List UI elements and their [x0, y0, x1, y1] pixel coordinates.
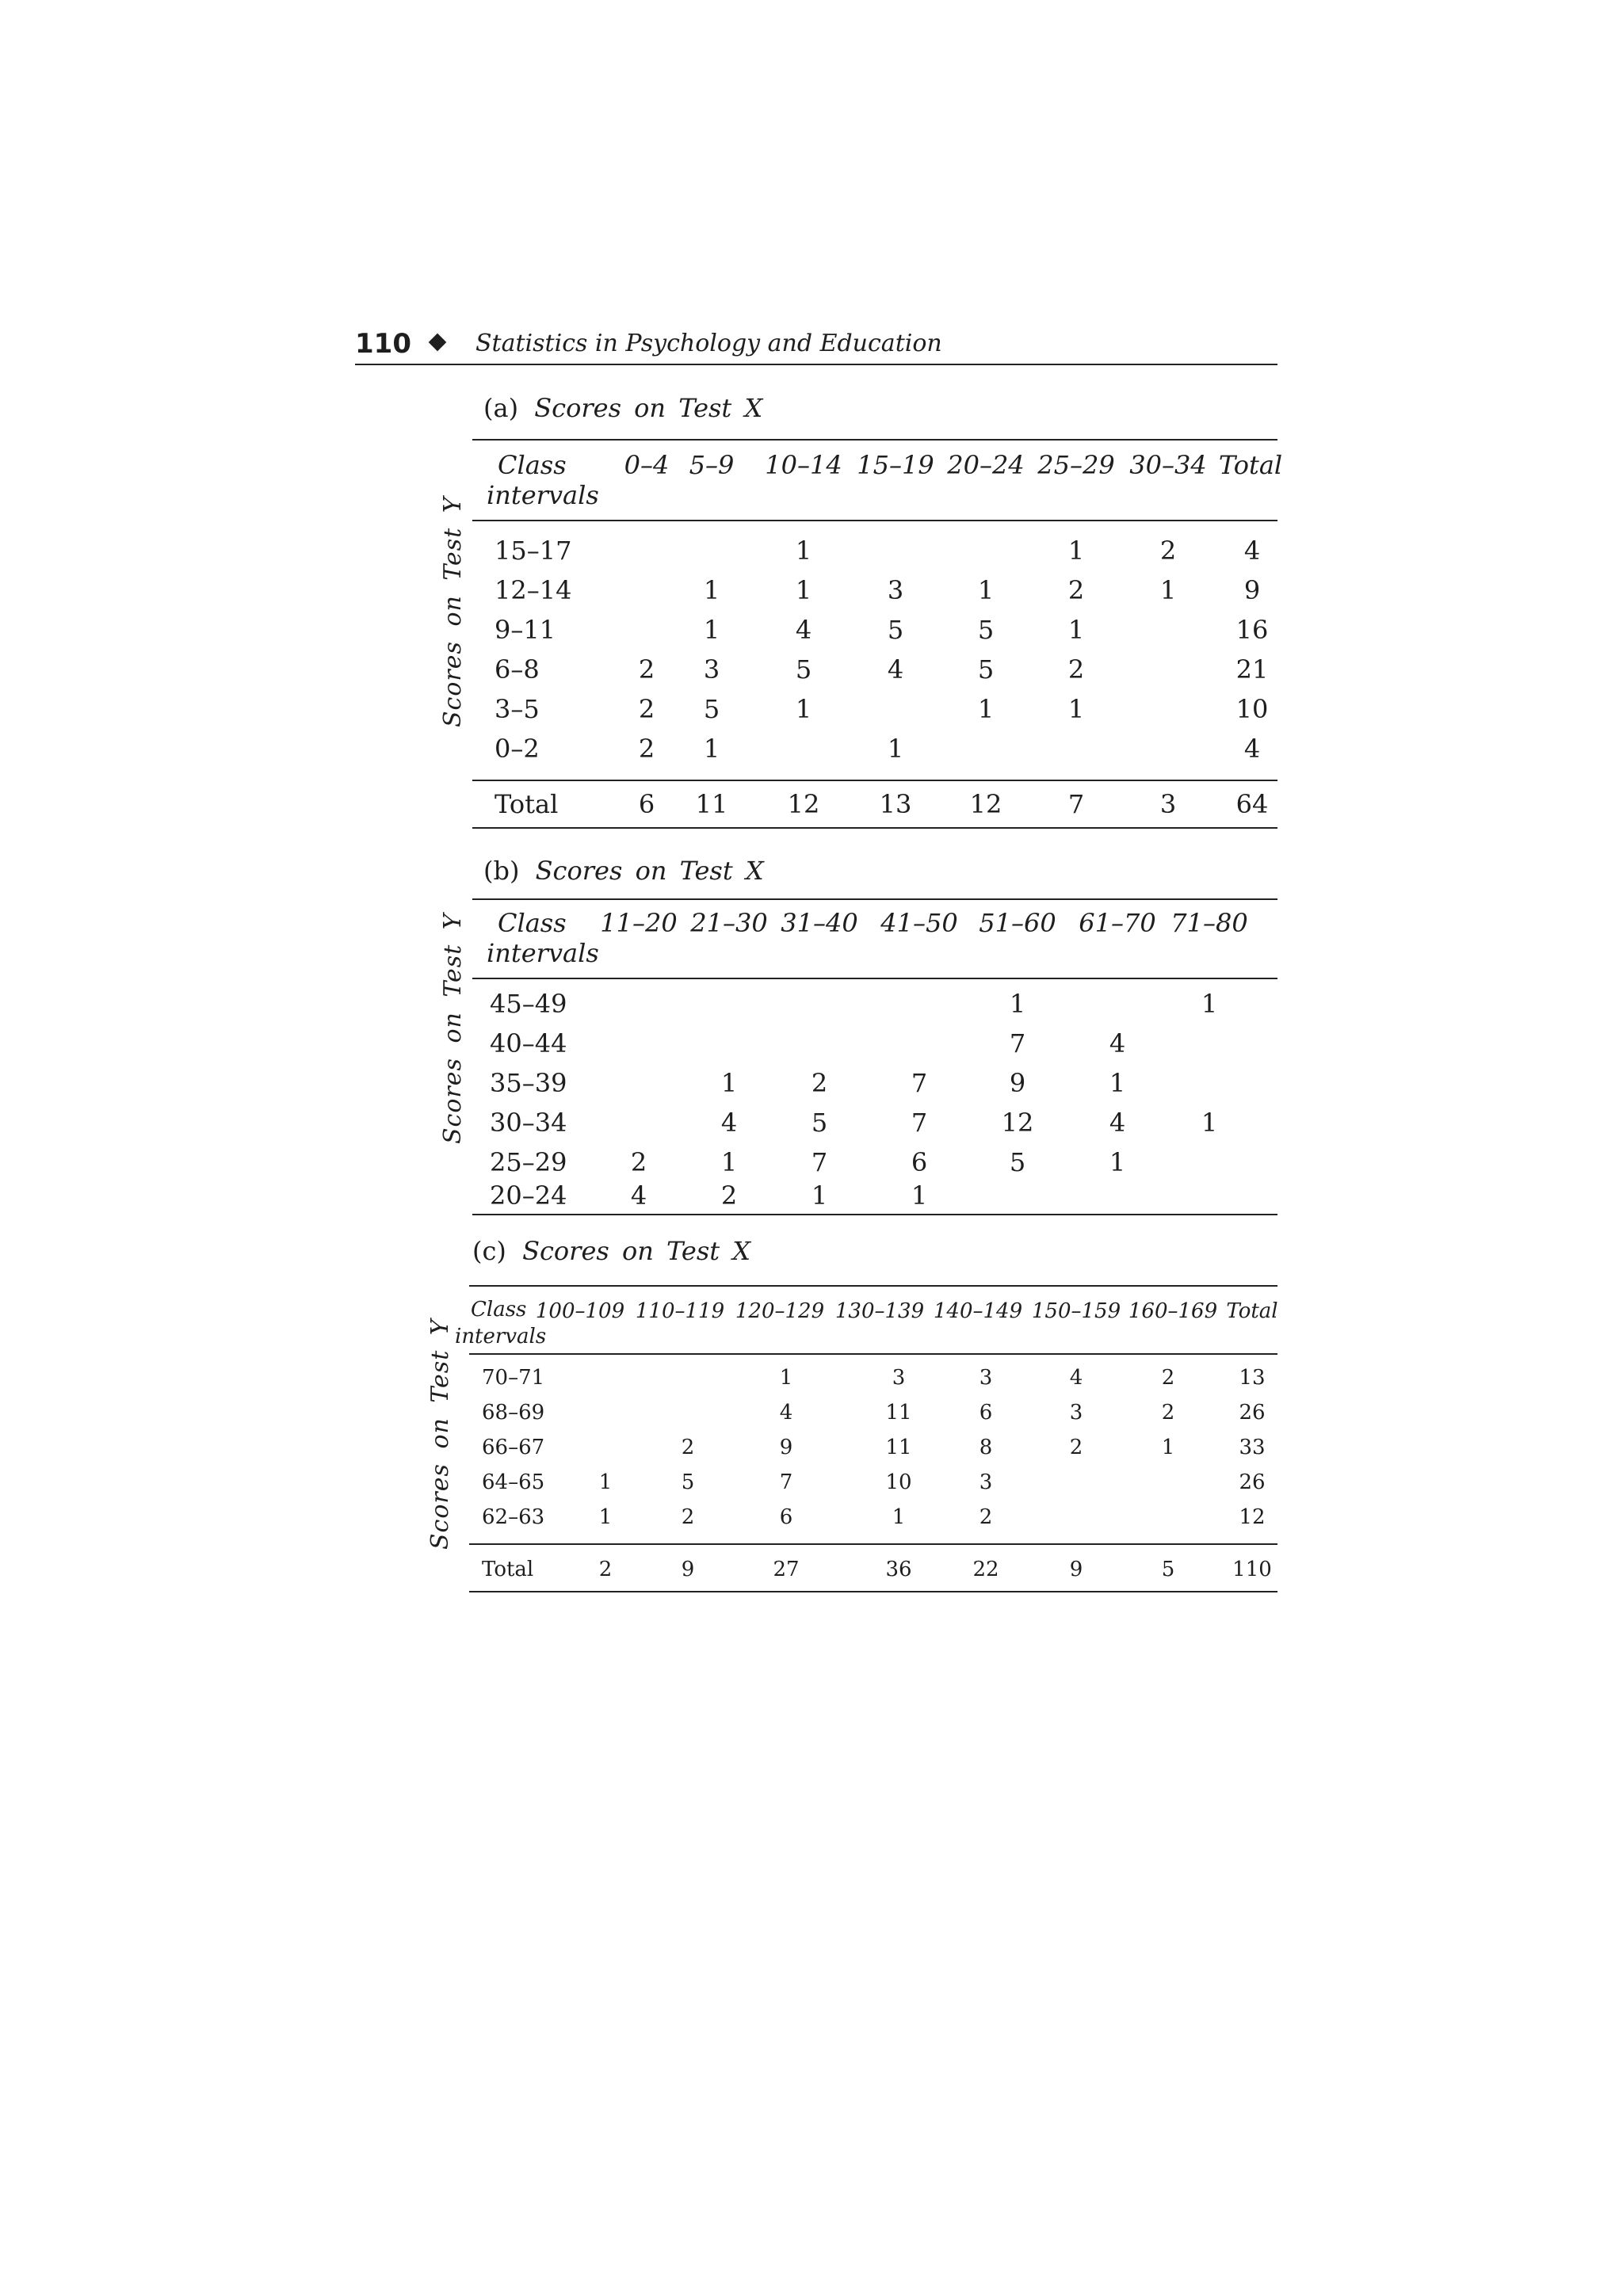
- table-b-column-header: 71–80: [1170, 908, 1248, 938]
- table-a-cell: 5: [977, 654, 995, 685]
- table-b-cell: 1: [1201, 989, 1218, 1019]
- table-a-row-total: 9: [1243, 575, 1261, 605]
- table-a-cell: 1: [795, 536, 812, 566]
- table-b-cell: 1: [720, 1068, 738, 1098]
- table-c-class-header-line2: intervals: [455, 1325, 547, 1348]
- table-b-row-label: 20–24: [490, 1180, 567, 1211]
- table-a-cell: 1: [703, 615, 720, 645]
- table-b-cell: 2: [720, 1180, 738, 1211]
- table-c-cell: 3: [892, 1366, 906, 1390]
- table-c-grand-total: 110: [1232, 1558, 1272, 1581]
- table-a-column-header: 20–24: [947, 450, 1025, 480]
- table-a-cell: 1: [1159, 575, 1177, 605]
- table-c-column-header: 160–169: [1128, 1299, 1218, 1323]
- table-c-row-label: 68–69: [482, 1401, 545, 1425]
- table-c-cell: 3: [979, 1366, 993, 1390]
- table-b-top-rule: [472, 898, 1277, 900]
- table-c-cell: 11: [885, 1401, 912, 1425]
- table-b-column-header: 51–60: [979, 908, 1056, 938]
- table-c-cell: 2: [1161, 1366, 1175, 1390]
- table-a-cell: 2: [638, 694, 655, 724]
- table-a-cell: 5: [703, 694, 720, 724]
- table-c-label: (c): [472, 1236, 506, 1266]
- table-c-cell: 2: [681, 1505, 695, 1529]
- table-b-cell: 5: [1009, 1147, 1026, 1177]
- table-c-total-header: Total: [1226, 1299, 1278, 1323]
- page-number: 110: [355, 328, 411, 360]
- table-c-row-label: 70–71: [482, 1366, 545, 1390]
- table-a-row-label: 12–14: [495, 575, 572, 605]
- table-a-column-total: 12: [969, 789, 1002, 819]
- table-b-cell: 1: [1109, 1147, 1126, 1177]
- table-a-column-header: 25–29: [1037, 450, 1115, 480]
- table-a-row-label: 6–8: [495, 654, 540, 685]
- table-c-cell: 1: [598, 1470, 613, 1494]
- table-c-column-total: 9: [681, 1558, 695, 1581]
- table-a-row-total: 4: [1243, 536, 1261, 566]
- table-b-row-label: 35–39: [490, 1068, 567, 1098]
- table-a-side-label: Scores on Test Y: [439, 496, 467, 727]
- table-c-column-total: 36: [885, 1558, 912, 1581]
- table-a-cell: 3: [887, 575, 904, 605]
- table-c-cell: 2: [979, 1505, 993, 1529]
- table-c-cell: 2: [681, 1436, 695, 1459]
- table-c-cell: 9: [779, 1436, 793, 1459]
- table-a-header-rule: [472, 520, 1277, 521]
- table-c-column-header: 140–149: [933, 1299, 1023, 1323]
- table-b-cell: 7: [811, 1147, 828, 1177]
- diamond-icon: [429, 334, 447, 352]
- table-c-cell: 4: [1069, 1366, 1083, 1390]
- table-b-cell: 4: [720, 1108, 738, 1138]
- table-a-column-header: 5–9: [689, 450, 735, 480]
- table-b-title-text: Scores on Test X: [535, 856, 764, 886]
- table-a-row-label: 3–5: [495, 694, 540, 724]
- table-a-cell: 2: [1067, 654, 1085, 685]
- table-a-column-total: 11: [695, 789, 728, 819]
- table-b-cell: 1: [1109, 1068, 1126, 1098]
- table-b-cell: 1: [811, 1180, 828, 1211]
- table-a-row-total: 16: [1235, 615, 1269, 645]
- table-a-cell: 5: [887, 615, 904, 645]
- table-b-cell: 1: [720, 1147, 738, 1177]
- table-b-cell: 7: [1009, 1028, 1026, 1058]
- table-b-column-header: 11–20: [600, 908, 678, 938]
- table-c-cell: 3: [979, 1470, 993, 1494]
- table-c-top-rule: [469, 1285, 1277, 1287]
- table-c-cell: 11: [885, 1436, 912, 1459]
- table-a-cell: 4: [887, 654, 904, 685]
- table-c-row-label: 66–67: [482, 1436, 545, 1459]
- table-b-cell: 12: [1001, 1108, 1034, 1138]
- table-c-total-rule: [469, 1543, 1277, 1545]
- table-b-title: [483, 856, 764, 886]
- table-a-class-header-line1: Class: [498, 450, 567, 480]
- table-c-column-header: 100–109: [535, 1299, 625, 1323]
- table-c-header-rule: [469, 1353, 1277, 1355]
- table-c-cell: 7: [779, 1470, 793, 1494]
- table-c-cell: 5: [681, 1470, 695, 1494]
- table-a-cell: 1: [795, 694, 812, 724]
- table-b-class-header-line2: intervals: [487, 938, 599, 968]
- table-a-cell: 1: [1067, 615, 1085, 645]
- table-c-column-total: 2: [598, 1558, 613, 1581]
- table-b-header-rule: [472, 978, 1277, 979]
- table-a-cell: 2: [1067, 575, 1085, 605]
- table-c-bottom-rule: [469, 1591, 1277, 1592]
- header-rule: [355, 364, 1277, 365]
- table-a-cell: 4: [795, 615, 812, 645]
- table-a-total-rule: [472, 780, 1277, 781]
- table-a-row-total: 10: [1235, 694, 1269, 724]
- table-b-column-header: 41–50: [880, 908, 958, 938]
- table-a-column-header: 10–14: [765, 450, 842, 480]
- table-a-cell: 1: [1067, 694, 1085, 724]
- table-b-cell: 9: [1009, 1068, 1026, 1098]
- table-c-cell: 1: [779, 1366, 793, 1390]
- table-a-class-header-line2: intervals: [487, 480, 599, 510]
- table-a-title-text: Scores on Test X: [534, 393, 763, 423]
- table-b-cell: 7: [911, 1068, 928, 1098]
- table-c-column-total: 27: [773, 1558, 800, 1581]
- running-title: Statistics in Psychology and Education: [475, 330, 942, 357]
- table-a-row-label: 9–11: [495, 615, 556, 645]
- table-a-cell: 1: [977, 694, 995, 724]
- table-a-cell: 1: [703, 575, 720, 605]
- table-a-column-total: 3: [1159, 789, 1177, 819]
- table-a-cell: 1: [1067, 536, 1085, 566]
- table-c-side-label: Scores on Test Y: [426, 1318, 454, 1550]
- table-a-row-total: 21: [1235, 654, 1269, 685]
- table-b-cell: 4: [1109, 1108, 1126, 1138]
- table-a-cell: 1: [703, 734, 720, 764]
- table-c-column-total: 9: [1069, 1558, 1083, 1581]
- table-b-cell: 7: [911, 1108, 928, 1138]
- table-a-row-label: 0–2: [495, 734, 540, 764]
- table-c-cell: 1: [892, 1505, 906, 1529]
- table-b-class-header-line1: Class: [498, 908, 567, 938]
- table-b-side-label: Scores on Test Y: [439, 913, 467, 1144]
- table-c-row-label: 64–65: [482, 1470, 545, 1494]
- table-b-cell: 6: [911, 1147, 928, 1177]
- table-c-cell: 8: [979, 1436, 993, 1459]
- table-c-cell: 6: [779, 1505, 793, 1529]
- table-a-cell: 1: [887, 734, 904, 764]
- table-a-column-total: 12: [787, 789, 820, 819]
- table-c-row-label: 62–63: [482, 1505, 545, 1529]
- table-b-column-header: 21–30: [690, 908, 768, 938]
- table-c-class-header-line1: Class: [471, 1298, 527, 1322]
- table-a-top-rule: [472, 439, 1277, 441]
- table-b-cell: 5: [811, 1108, 828, 1138]
- table-c-column-header: 130–139: [834, 1299, 925, 1323]
- table-c-column-header: 150–159: [1031, 1299, 1121, 1323]
- table-b-cell: 2: [811, 1068, 828, 1098]
- table-b-row-label: 40–44: [490, 1028, 567, 1058]
- table-c-column-header: 120–129: [735, 1299, 825, 1323]
- table-a-totals-label: Total: [495, 789, 559, 819]
- table-a-row-label: 15–17: [495, 536, 572, 566]
- table-a-bottom-rule: [472, 827, 1277, 829]
- table-a-cell: 5: [977, 615, 995, 645]
- table-c-row-total: 12: [1239, 1505, 1266, 1529]
- table-c-cell: 6: [979, 1401, 993, 1425]
- table-c-column-header: 110–119: [635, 1299, 725, 1323]
- table-a-cell: 2: [638, 734, 655, 764]
- table-c-cell: 10: [885, 1470, 912, 1494]
- table-b-cell: 4: [1109, 1028, 1126, 1058]
- table-b-row-label: 45–49: [490, 989, 567, 1019]
- table-c-cell: 4: [779, 1401, 793, 1425]
- table-a-column-header: 15–19: [857, 450, 934, 480]
- table-a-column-header: 30–34: [1129, 450, 1207, 480]
- table-a-cell: 1: [977, 575, 995, 605]
- table-c-cell: 3: [1069, 1401, 1083, 1425]
- table-b-row-label: 30–34: [490, 1108, 567, 1138]
- table-b-row-label: 25–29: [490, 1147, 567, 1177]
- table-c-column-total: 5: [1161, 1558, 1175, 1581]
- table-a-row-total: 4: [1243, 734, 1261, 764]
- table-a-cell: 2: [1159, 536, 1177, 566]
- table-c-row-total: 13: [1239, 1366, 1266, 1390]
- table-a-cell: 1: [795, 575, 812, 605]
- table-b-bottom-rule: [472, 1214, 1277, 1215]
- table-a-title: [483, 393, 762, 423]
- table-b-cell: 2: [630, 1147, 647, 1177]
- table-a-column-total: 6: [638, 789, 655, 819]
- table-a-column-header: 0–4: [624, 450, 670, 480]
- table-b-cell: 1: [911, 1180, 928, 1211]
- table-b-label: (b): [483, 856, 520, 886]
- table-a-total-header: Total: [1218, 450, 1283, 480]
- table-c-cell: 2: [1069, 1436, 1083, 1459]
- table-a-cell: 3: [703, 654, 720, 685]
- table-a-column-total: 7: [1067, 789, 1085, 819]
- table-c-column-total: 22: [972, 1558, 999, 1581]
- table-c-title: [472, 1236, 750, 1266]
- table-c-row-total: 26: [1239, 1401, 1266, 1425]
- table-c-cell: 1: [1161, 1436, 1175, 1459]
- table-a-cell: 2: [638, 654, 655, 685]
- table-c-row-total: 33: [1239, 1436, 1266, 1459]
- table-c-title-text: Scores on Test X: [522, 1236, 751, 1266]
- table-a-grand-total: 64: [1235, 789, 1269, 819]
- table-b-cell: 1: [1009, 989, 1026, 1019]
- table-b-cell: 4: [630, 1180, 647, 1211]
- table-a-cell: 5: [795, 654, 812, 685]
- table-c-cell: 2: [1161, 1401, 1175, 1425]
- table-b-column-header: 31–40: [781, 908, 858, 938]
- table-a-label: (a): [483, 393, 519, 423]
- table-b-column-header: 61–70: [1079, 908, 1156, 938]
- table-c-totals-label: Total: [482, 1558, 534, 1581]
- table-c-cell: 1: [598, 1505, 613, 1529]
- table-b-cell: 1: [1201, 1108, 1218, 1138]
- table-c-row-total: 26: [1239, 1470, 1266, 1494]
- table-a-column-total: 13: [879, 789, 912, 819]
